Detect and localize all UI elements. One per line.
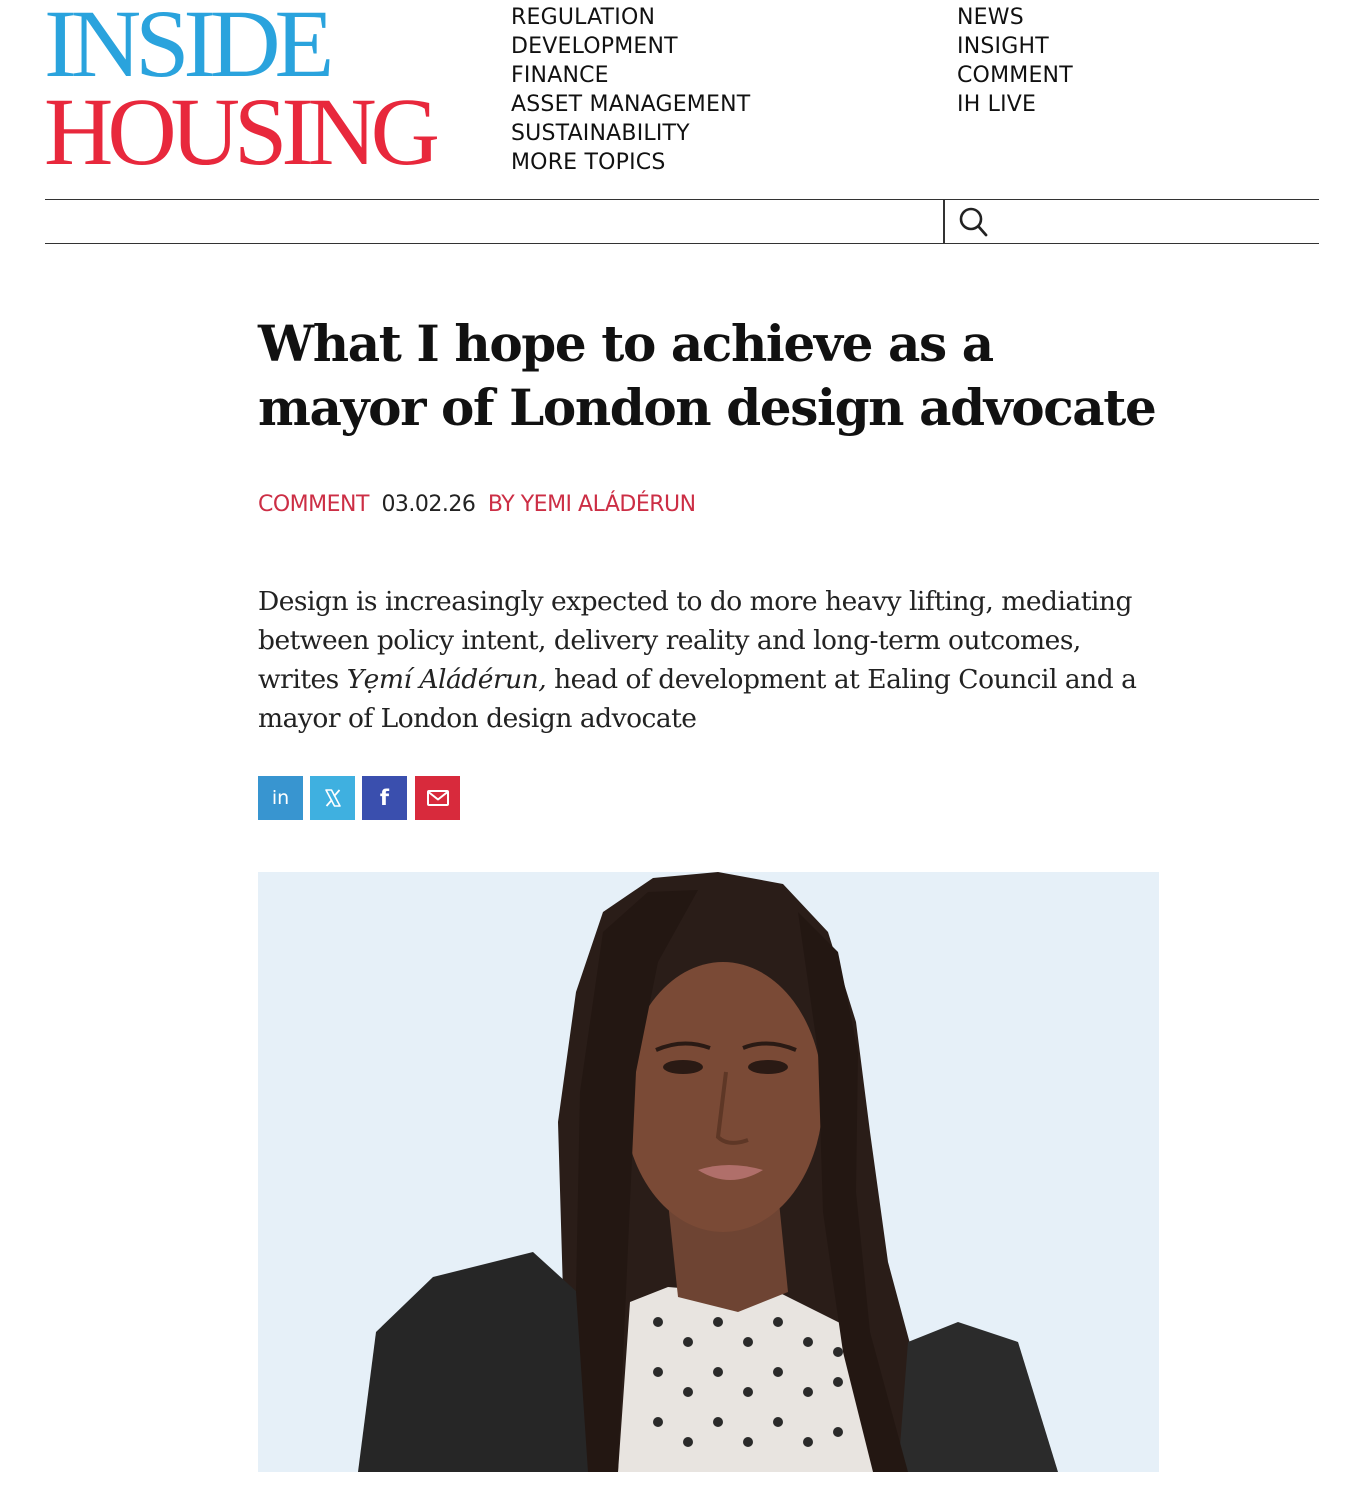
nav-regulation[interactable]: REGULATION: [511, 5, 656, 30]
nav-asset-management[interactable]: ASSET MANAGEMENT: [511, 92, 751, 117]
share-email-button[interactable]: [415, 776, 460, 820]
nav-more-topics[interactable]: MORE TOPICS: [511, 150, 666, 175]
article-date: 03.02.26: [381, 492, 476, 517]
section-tag[interactable]: COMMENT: [258, 492, 369, 517]
nav-sustainability[interactable]: SUSTAINABILITY: [511, 121, 690, 146]
article-photo: [258, 872, 1159, 1472]
site-logo[interactable]: [44, 0, 484, 185]
author-portrait: [258, 872, 1159, 1472]
standfirst-text: Design is increasingly expected to do more heavy lifting, mediating between policy intent, delivery reality and long-term outcomes, writes: [258, 586, 1132, 695]
nav-development[interactable]: DEVELOPMENT: [511, 34, 678, 59]
facebook-icon: f: [379, 786, 390, 810]
linkedin-icon: in: [271, 787, 290, 809]
nav-finance[interactable]: FINANCE: [511, 63, 609, 88]
share-facebook-button[interactable]: [362, 776, 407, 820]
nav-news[interactable]: NEWS: [957, 5, 1024, 30]
nav-insight[interactable]: INSIGHT: [957, 34, 1049, 59]
logo-line-inside: INSIDE: [44, 0, 329, 97]
standfirst-author: Yẹmí Aládérun,: [346, 664, 547, 695]
standfirst-text-end: head of development at Ealing Council and a mayor of London design advocate: [258, 664, 1137, 734]
nav-comment[interactable]: COMMENT: [957, 63, 1073, 88]
x-icon: [323, 788, 343, 808]
article-standfirst: [258, 582, 1163, 738]
share-linkedin-button[interactable]: [258, 776, 303, 820]
nav-ih-live[interactable]: IH LIVE: [957, 92, 1037, 117]
mail-icon: [426, 788, 450, 808]
search-icon[interactable]: [957, 206, 989, 238]
sections-nav: [957, 3, 1073, 119]
share-x-button[interactable]: [310, 776, 355, 820]
author-byline[interactable]: BY YEMI ALÁDÉRUN: [487, 492, 696, 517]
logo-line-housing: HOUSING: [44, 78, 434, 185]
search-divider: [943, 200, 945, 243]
article-headline: What I hope to achieve as a mayor of London design advocate: [258, 314, 1156, 437]
search-bar: [45, 199, 1319, 244]
topics-nav: [511, 3, 750, 177]
article-meta: [258, 489, 696, 521]
